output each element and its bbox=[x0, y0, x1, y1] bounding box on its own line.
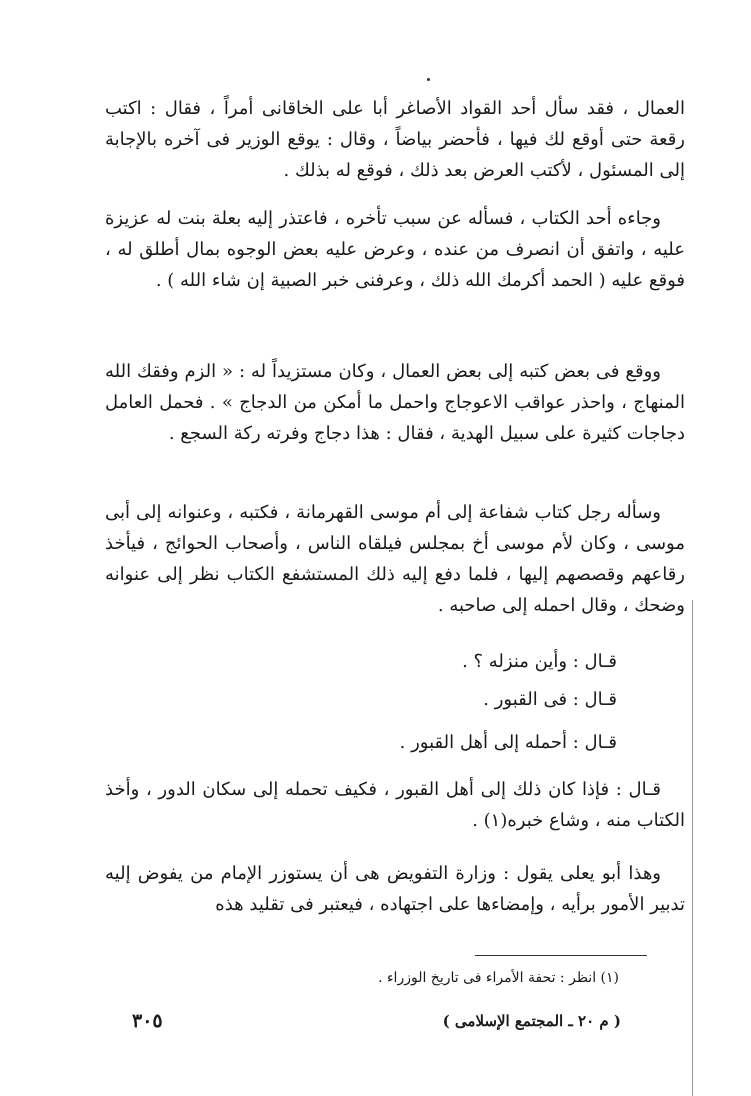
paragraph-abu-yala: وهذا أبو يعلى يقول : وزارة التفويض هى أن يستوزر الإمام من يفوض إليه تدبير الأمور برأيه ، وإمضاءها على اجتهاده ، فيعتبر فى تقليد هذه bbox=[105, 863, 685, 915]
footnote-separator bbox=[475, 955, 647, 956]
dialogue-line-2: قـال : فى القبور . bbox=[483, 689, 617, 710]
paragraph-intercession-letter: وسأله رجل كتاب شفاعة إلى أم موسى القهرمانة ، فكتبه ، وعنوانه إلى أبى موسى ، وكان لأم موسى أخ بمجلس فيلقاه الناس ، وأصحاب الحوائج ، فيأخذ رقاعهم وقصصهم إليها ، فلما دفع إليه ذلك المستشفع الكتاب نظر إلى عنوانه وضحك ، وقال احمله إلى صاحبه . bbox=[105, 502, 685, 616]
print-signature: ( م ٢٠ ـ المجتمع الإسلامى ) bbox=[442, 1012, 621, 1030]
paragraph-delayed-scribe: وجاءه أحد الكتاب ، فسأله عن سبب تأخره ، فاعتذر إليه بعلة بنت له عزيزة عليه ، واتفق أن انصرف من عنده ، وعرض عليه بعض الوجوه بمال أطلق له ، فوقع عليه ( الحمد أكرمك الله ذلك ، وعرفنى خبر الصبية إن شاء الله ) . bbox=[105, 208, 685, 291]
page-mark bbox=[427, 78, 430, 81]
scan-edge bbox=[692, 600, 693, 1096]
page-number: ٣٠٥ bbox=[132, 1010, 163, 1032]
dialogue-line-1: قـال : وأين منزله ؟ . bbox=[462, 651, 617, 672]
footnote: (١) انظر : تحفة الأمراء فى تاريخ الوزراء . bbox=[378, 970, 619, 986]
paragraph-chickens: ووقع فى بعض كتبه إلى بعض العمال ، وكان مستزيداً له : « الزم وفقك الله المنهاج ، واحذر عواقب الاعوجاج واحمل ما أمكن من الدجاج » . فحمل العامل دجاجات كثيرة على سبيل الهدية ، فقال : هذا دجاج وفرته ركة السجع . bbox=[105, 361, 685, 444]
paragraph-continuation: العمال ، فقد سأل أحد القواد الأصاغر أبا على الخاقانى أمراً ، فقال : اكتب رقعة حتى أوقع لك فيها ، فأحضر بياضاً ، وقال : يوقع الوزير فى آخره بالإجابة إلى المسئول ، لأكتب العرض بعد ذلك ، فوقع له بذلك . bbox=[105, 98, 685, 181]
paragraph-graves: قـال : فإذا كان ذلك إلى أهل القبور ، فكيف تحمله إلى سكان الدور ، وأخذ الكتاب منه ، وشاع خبره(١) . bbox=[105, 779, 685, 831]
dialogue-line-3: قـال : أحمله إلى أهل القبور . bbox=[399, 732, 617, 753]
